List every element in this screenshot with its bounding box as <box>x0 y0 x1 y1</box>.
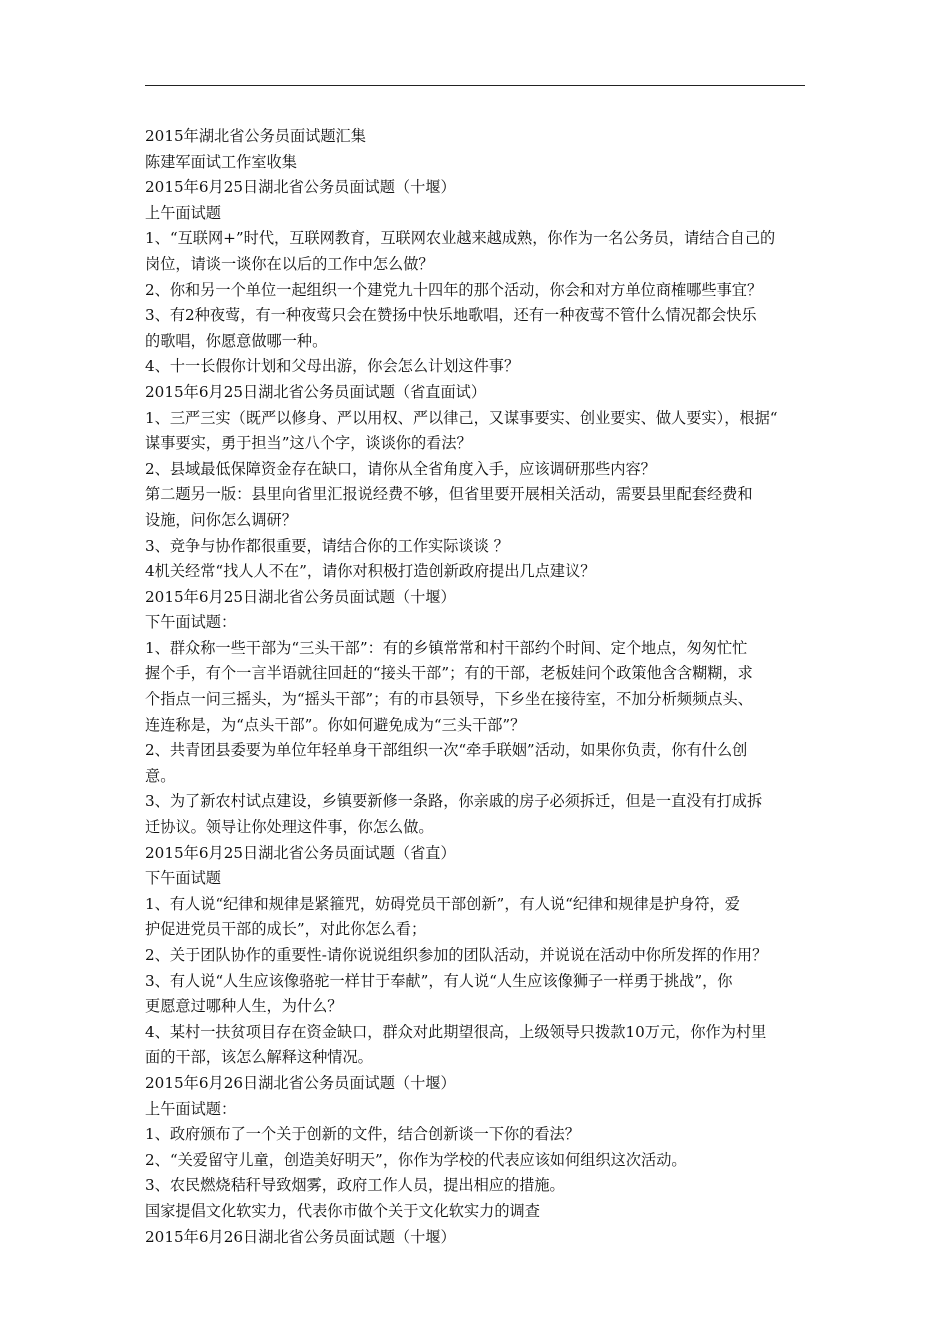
text-line: 意。 <box>145 766 176 785</box>
document-body <box>145 124 817 1250</box>
text-line: 4、十一长假你计划和父母出游，你会怎么计划这件事？ <box>145 357 520 376</box>
text-line: 1、有人说“纪律和规律是紧箍咒，妨碍党员干部创新”，有人说“纪律和规律是护身符，爱 <box>145 894 740 913</box>
text-line: 2015年湖北省公务员面试题汇集 <box>145 127 366 145</box>
text-line: 2015年6月26日湖北省公务员面试题（十堰） <box>145 1227 456 1246</box>
text-line: 3、有人说“人生应该像骆驼一样甘于奉献”，有人说“人生应该像狮子一样勇于挑战”，你 <box>145 971 733 990</box>
text-line: 2015年6月25日湖北省公务员面试题（十堰） <box>145 587 456 606</box>
text-line: 3、竞争与协作都很重要，请结合你的工作实际谈谈 ？ <box>145 536 509 555</box>
text-line: 4、某村一扶贫项目存在资金缺口，群众对此期望很高，上级领导只拨款10万元，你作为村里 <box>145 1022 767 1041</box>
text-line: 2、“关爱留守儿童，创造美好明天”，你作为学校的代表应该如何组织这次活动。 <box>145 1150 687 1169</box>
text-line: 2015年6月26日湖北省公务员面试题（十堰） <box>145 1073 456 1092</box>
text-line: 2015年6月25日湖北省公务员面试题（十堰） <box>145 178 456 197</box>
text-line: 3、农民燃烧秸秆导致烟雾，政府工作人员，提出相应的措施。 <box>145 1176 565 1195</box>
text-line: 2、县域最低保障资金存在缺口，请你从全省角度入手，应该调研那些内容？ <box>145 459 656 478</box>
text-line: 国家提倡文化软实力，代表你市做个关于文化软实力的调查 <box>145 1201 540 1220</box>
text-line: 2015年6月25日湖北省公务员面试题（省直面试） <box>145 382 487 401</box>
text-line: 下午面试题 <box>145 869 221 888</box>
text-line: 护促进党员干部的成长”，对此你怎么看； <box>145 920 427 939</box>
text-line: 3、为了新农村试点建设，乡镇要新修一条路，你亲戚的房子必须拆迁，但是一直没有打成拆 <box>145 792 763 811</box>
text-line: 上午面试题： <box>145 1099 237 1118</box>
text-line: 连连称是，为“点头干部”。你如何避免成为“三头干部”？ <box>145 715 526 734</box>
text-line: 1、群众称一些干部为“三头干部”：有的乡镇常常和村干部约个时间、定个地点，匆匆忙忙 <box>145 638 748 657</box>
text-line: 岗位，请谈一谈你在以后的工作中怎么做？ <box>145 254 434 273</box>
text-line: 2、关于团队协作的重要性-请你说说组织参加的团队活动，并说说在活动中你所发挥的作用？ <box>145 946 768 964</box>
text-line: 谋事要实，勇于担当”这八个字，谈谈你的看法？ <box>145 434 472 453</box>
text-line: 2、你和另一个单位一起组织一个建党九十四年的那个活动，你会和对方单位商榷哪些事宜？ <box>145 280 763 299</box>
text-line: 2015年6月25日湖北省公务员面试题（省直） <box>145 843 456 862</box>
text-line: 更愿意过哪种人生，为什么？ <box>145 997 343 1016</box>
text-line: 第二题另一版：县里向省里汇报说经费不够，但省里要开展相关活动，需要县里配套经费和 <box>145 485 753 504</box>
text-line: 个指点一问三摇头，为“摇头干部”；有的市县领导，下乡坐在接待室，不加分析频频点头、 <box>145 690 753 709</box>
text-line: 握个手，有个一言半语就往回赶的“接头干部”；有的干部，老板娃问个政策他含含糊糊，求 <box>145 664 753 683</box>
text-line: 陈建军面试工作室收集 <box>145 152 297 171</box>
text-line: 下午面试题： <box>145 613 237 632</box>
text-line: 设施，问你怎么调研？ <box>145 510 297 529</box>
text-line: 1、三严三实（既严以修身、严以用权、严以律己，又谋事要实、创业要实、做人要实），根据“ <box>145 408 778 427</box>
text-line: 上午面试题 <box>145 203 221 222</box>
text-line: 迁协议。领导让你处理这件事，你怎么做。 <box>145 818 434 837</box>
text-line: 面的干部，该怎么解释这种情况。 <box>145 1048 373 1067</box>
text-line: 4机关经常“找人人不在”，请你对积极打造创新政府提出几点建议？ <box>145 562 596 581</box>
text-line: 2、共青团县委要为单位年轻单身干部组织一次“牵手联姻”活动，如果你负责，你有什么创 <box>145 741 748 760</box>
text-line: 1、政府颁布了一个关于创新的文件，结合创新谈一下你的看法？ <box>145 1125 580 1144</box>
text-line: 1、“互联网+”时代，互联网教育，互联网农业越来越成熟，你作为一名公务员，请结合自己的 <box>145 229 776 248</box>
header-rule <box>145 85 805 86</box>
text-line: 3、有2种夜莺，有一种夜莺只会在赞扬中快乐地歌唱，还有一种夜莺不管什么情况都会快乐 <box>145 306 757 325</box>
text-line: 的歌唱，你愿意做哪一种。 <box>145 331 328 350</box>
